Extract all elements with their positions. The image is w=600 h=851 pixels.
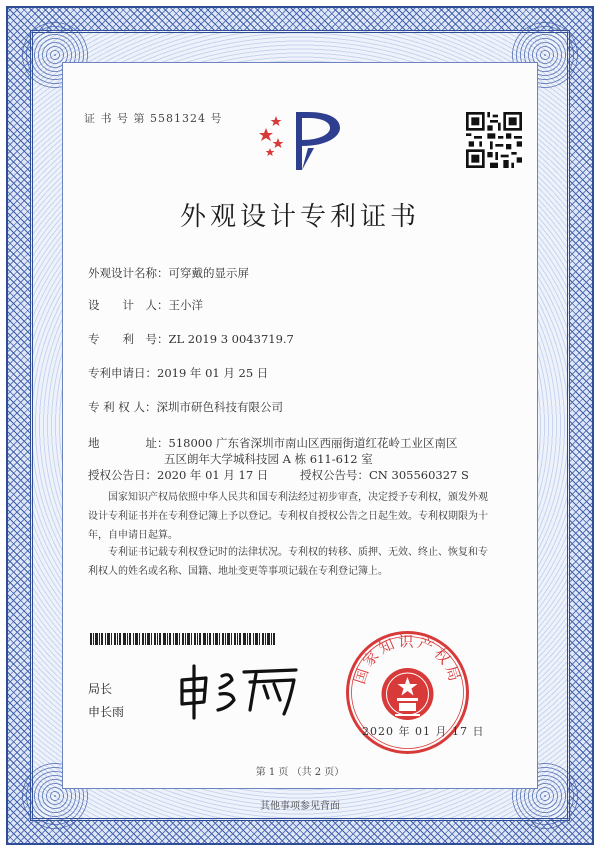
- field-design-name: [88, 265, 249, 281]
- field-address-line2: 五区朗年大学城科技园 A 栋 611-612 室: [164, 452, 373, 466]
- field-value: 可穿戴的显示屏: [168, 266, 249, 280]
- field-value: 2019 年 01 月 25 日: [157, 366, 269, 380]
- field-label: 设 计 人：: [88, 298, 169, 312]
- field-grant-date: [88, 467, 268, 483]
- field-grant-number: [300, 467, 469, 483]
- field-label: 授权公告号：: [300, 468, 369, 482]
- field-value: 深圳市研色科技有限公司: [156, 400, 283, 414]
- field-value: CN 305560327 S: [369, 468, 469, 482]
- certificate-number: 证 书 号 第 5581324 号: [84, 112, 223, 125]
- legal-status-statement: [88, 543, 516, 581]
- field-label: 地 址：: [88, 436, 169, 450]
- barcode: [90, 633, 275, 645]
- field-label: 专 利 权 人：: [88, 400, 157, 414]
- field-label: 专利申请日：: [88, 366, 157, 380]
- field-value: 518000 广东省深圳市南山区西丽街道红花岭工业区南区: [168, 436, 458, 450]
- qr-code: [466, 112, 522, 168]
- field-address: [88, 435, 458, 451]
- certificate-title: 外观设计专利证书: [179, 202, 420, 232]
- seal-date: 2020 年 01 月 17 日: [362, 725, 485, 738]
- field-label: 外观设计名称：: [88, 266, 169, 280]
- field-value: 2020 年 01 月 17 日: [157, 468, 269, 482]
- footer-note: 其他事项参见背面: [260, 801, 340, 812]
- seal-text: 国家知识产权局: [350, 632, 465, 687]
- field-application-date: [88, 365, 268, 381]
- paragraph-line: 设计专利证书并在专利登记簿上予以登记。专利权自授权公告之日起生效。专利权期限为十: [88, 511, 488, 522]
- handwritten-signature: [176, 662, 304, 722]
- paragraph-line: 专利证书记载专利权登记时的法律状况。专利权的转移、质押、无效、终止、恢复和专: [88, 547, 488, 558]
- field-label: 授权公告日：: [88, 468, 157, 482]
- page-number: 第 1 页 （共 2 页）: [255, 767, 345, 778]
- grant-statement: [88, 488, 516, 545]
- field-label: 专 利 号：: [88, 332, 169, 346]
- signatory-name: 申长雨: [88, 705, 125, 719]
- paragraph-line: 年，自申请日起算。: [88, 530, 178, 541]
- field-value: 王小洋: [168, 298, 203, 312]
- paragraph-line: 国家知识产权局依照中华人民共和国专利法经过初步审查，决定授予专利权，颁发外观: [88, 492, 488, 503]
- field-patentee: [88, 399, 283, 415]
- paragraph-line: 利权人的姓名或名称、国籍、地址变更等事项记载在专利登记簿上。: [88, 566, 388, 577]
- field-value: ZL 2019 3 0043719.7: [168, 332, 294, 346]
- cnipa-logo: [256, 108, 346, 174]
- signatory-role: 局长: [88, 682, 113, 696]
- field-designer: [88, 297, 203, 313]
- field-patent-number: [88, 331, 294, 347]
